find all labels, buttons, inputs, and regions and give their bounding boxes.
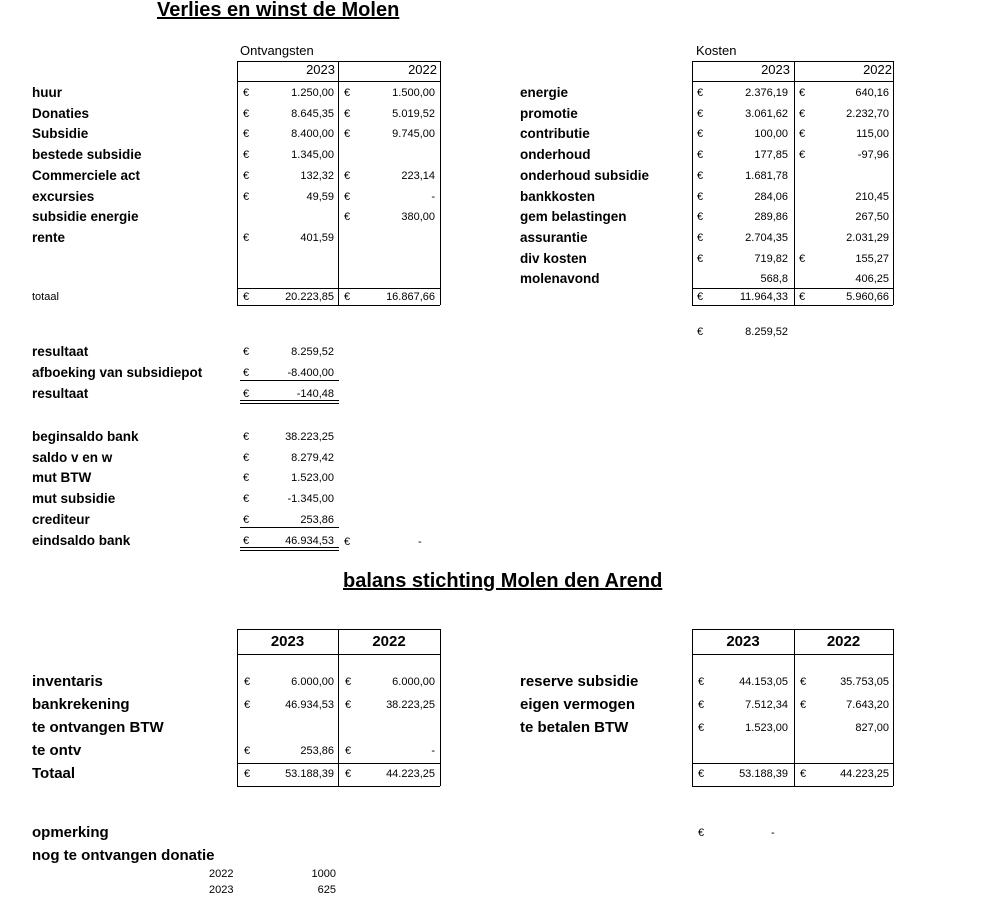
bank-label: mut subsidie	[32, 491, 116, 506]
cost-row-label: molenavond	[520, 271, 600, 286]
bank-label: crediteur	[32, 512, 90, 527]
currency-symbol: €	[243, 346, 250, 358]
bank-value: -1.345,00	[287, 493, 334, 505]
cost-value-2023: 2.376,19	[745, 87, 788, 99]
cost-value-2022: 640,16	[855, 87, 889, 99]
currency-symbol: €	[697, 128, 704, 140]
income-row-label: Subsidie	[32, 126, 89, 141]
currency-symbol: €	[697, 232, 704, 244]
grid-line	[692, 763, 893, 764]
grid-line	[237, 61, 238, 305]
liability-value-2023: 1.523,00	[745, 722, 788, 734]
cost-value-2023: 1.681,78	[745, 170, 788, 182]
remark-label: opmerking	[32, 824, 109, 841]
grid-line	[237, 629, 440, 630]
currency-symbol: €	[243, 388, 250, 400]
asset-value-2023: 46.934,53	[285, 699, 334, 711]
cost-row-label: onderhoud subsidie	[520, 168, 650, 183]
currency-symbol: €	[698, 827, 705, 839]
donation-amount: 1000	[311, 868, 336, 880]
currency-symbol: €	[243, 170, 250, 182]
currency-symbol: €	[243, 452, 250, 464]
cost-value-2022: 115,00	[856, 128, 889, 140]
asset-label: bankrekening	[32, 696, 130, 713]
currency-symbol: €	[697, 170, 704, 182]
currency-symbol: €	[697, 87, 704, 99]
income-value-2023: 1.345,00	[291, 149, 334, 161]
donation-label: nog te ontvangen donatie	[32, 847, 215, 864]
grid-line	[692, 786, 893, 787]
income-value-2023: 132,32	[300, 170, 334, 182]
currency-symbol: €	[243, 472, 250, 484]
cost-row-label: gem belastingen	[520, 209, 627, 224]
asset-label: te ontv	[32, 742, 82, 759]
grid-line	[338, 61, 339, 305]
donation-year: 2022	[209, 868, 234, 880]
income-value-2022: 1.500,00	[392, 87, 435, 99]
currency-symbol: €	[698, 699, 705, 711]
liability-value-2022: 35.753,05	[840, 676, 889, 688]
asset-value-2022: 6.000,00	[392, 676, 435, 688]
currency-symbol: €	[243, 367, 250, 379]
currency-symbol: €	[799, 149, 806, 161]
currency-symbol: €	[345, 745, 352, 757]
cost-row-label: contributie	[520, 126, 590, 141]
currency-symbol: €	[243, 514, 250, 526]
liab-year-a: 2023	[726, 633, 760, 650]
currency-symbol: €	[799, 253, 806, 265]
currency-symbol: €	[243, 431, 250, 443]
liability-label: eigen vermogen	[520, 696, 636, 713]
total-label: totaal	[32, 291, 59, 303]
grid-line	[240, 547, 339, 548]
cost-value-2022: 2.031,29	[846, 232, 889, 244]
cost-value-2022: 406,25	[855, 273, 889, 285]
currency-symbol: €	[344, 191, 351, 203]
currency-symbol: €	[344, 170, 351, 182]
cost-row-label: energie	[520, 85, 569, 100]
assets-year-b: 2022	[372, 633, 406, 650]
grid-line	[692, 61, 693, 305]
currency-symbol: €	[799, 87, 806, 99]
income-value-2022: -	[431, 191, 435, 203]
costs-total-2023: 11.964,33	[739, 291, 788, 303]
balance-title: balans stichting Molen den Arend	[343, 570, 663, 592]
grid-line	[237, 763, 440, 764]
cost-row-label: assurantie	[520, 230, 588, 245]
grid-line	[692, 288, 893, 289]
grid-line	[237, 305, 440, 306]
assets-total-2023: 53.188,39	[285, 768, 334, 780]
income-value-2023: 49,59	[306, 191, 334, 203]
income-row-label: Commerciele act	[32, 168, 141, 183]
currency-symbol: €	[697, 149, 704, 161]
cost-value-2023: 568,8	[760, 273, 788, 285]
grid-line	[692, 61, 893, 62]
grid-line	[240, 403, 339, 404]
liability-label: reserve subsidie	[520, 673, 639, 690]
remark-value: -	[771, 827, 775, 839]
asset-value-2022: 38.223,25	[386, 699, 435, 711]
asset-value-2023: 253,86	[300, 745, 334, 757]
currency-symbol: €	[243, 535, 250, 547]
income-value-2022: 380,00	[401, 211, 435, 223]
income-value-2022: 5.019,52	[392, 108, 435, 120]
grid-line	[240, 380, 339, 381]
currency-symbol: €	[344, 87, 351, 99]
assets-year-a: 2023	[270, 633, 305, 650]
income-total-2022: 16.867,66	[386, 291, 435, 303]
income-row-label: Donaties	[32, 106, 90, 121]
grid-line	[237, 786, 440, 787]
grid-line	[237, 81, 440, 82]
costs-header: Kosten	[696, 43, 737, 58]
asset-label: inventaris	[32, 673, 103, 690]
currency-symbol: €	[344, 128, 351, 140]
currency-symbol: €	[800, 676, 807, 688]
currency-symbol: €	[697, 191, 704, 203]
income-value-2022: 9.745,00	[392, 128, 435, 140]
liability-value-2022: 7.643,20	[846, 699, 889, 711]
grid-line	[893, 629, 894, 786]
currency-symbol: €	[697, 211, 704, 223]
grid-line	[692, 305, 893, 306]
income-row-label: huur	[32, 85, 62, 100]
grid-line	[440, 61, 441, 305]
grid-line	[893, 61, 894, 305]
cost-value-2023: 289,86	[754, 211, 788, 223]
costs-year-b: 2022	[863, 62, 892, 77]
currency-symbol: €	[698, 722, 705, 734]
result-value: -8.400,00	[287, 367, 334, 379]
currency-symbol: €	[243, 191, 250, 203]
currency-symbol: €	[344, 291, 351, 303]
currency-symbol: €	[698, 676, 705, 688]
bank-value: 38.223,25	[285, 431, 334, 443]
cost-value-2023: 177,85	[754, 149, 788, 161]
currency-symbol: €	[697, 108, 704, 120]
currency-symbol: €	[244, 768, 251, 780]
balance-total-label: Totaal	[32, 765, 76, 782]
grid-line	[692, 629, 893, 630]
liabilities-total-2023: 53.188,39	[739, 768, 788, 780]
income-value-2023: 401,59	[300, 232, 334, 244]
currency-symbol: €	[243, 128, 250, 140]
cost-value-2023: 3.061,62	[745, 108, 788, 120]
cost-value-2023: 284,06	[754, 191, 788, 203]
grid-line	[237, 288, 440, 289]
income-header: Ontvangsten	[240, 43, 314, 58]
donation-amount: 625	[317, 884, 336, 896]
result-label: resultaat	[32, 344, 89, 359]
income-value-2022: 223,14	[401, 170, 435, 182]
currency-symbol: €	[799, 108, 806, 120]
cost-row-label: promotie	[520, 106, 578, 121]
result-value: 8.259,52	[291, 346, 334, 358]
cost-row-label: div kosten	[520, 251, 587, 266]
currency-symbol: €	[243, 493, 250, 505]
cost-value-2022: 210,45	[855, 191, 889, 203]
income-value-2023: 1.250,00	[291, 87, 334, 99]
income-row-label: subsidie energie	[32, 209, 139, 224]
grid-line	[692, 81, 893, 82]
currency-symbol: €	[244, 745, 251, 757]
cost-row-label: bankkosten	[520, 189, 596, 204]
asset-value-2023: 6.000,00	[291, 676, 334, 688]
currency-symbol: €	[345, 699, 352, 711]
liab-year-b: 2022	[826, 633, 861, 650]
income-value-2023: 8.645,35	[291, 108, 334, 120]
cost-value-2022: 155,27	[855, 253, 889, 265]
liabilities-total-2022: 44.223,25	[840, 768, 889, 780]
currency-symbol: €	[243, 87, 250, 99]
grid-line	[237, 654, 440, 655]
result-difference: 8.259,52	[745, 326, 788, 338]
result-label: afboeking van subsidiepot	[32, 365, 203, 380]
grid-line	[440, 629, 441, 786]
grid-line	[240, 400, 339, 401]
currency-symbol: €	[243, 232, 250, 244]
income-row-label: bestede subsidie	[32, 147, 142, 162]
currency-symbol: €	[799, 128, 806, 140]
result-label: resultaat	[32, 386, 89, 401]
grid-line	[237, 61, 440, 62]
currency-symbol: €	[697, 291, 704, 303]
grid-line	[240, 550, 339, 551]
currency-symbol: €	[244, 699, 251, 711]
donation-year: 2023	[209, 884, 234, 896]
currency-symbol: €	[698, 768, 705, 780]
cost-value-2022: 267,50	[855, 211, 889, 223]
asset-label: te ontvangen BTW	[32, 719, 164, 736]
bank-label: saldo v en w	[32, 450, 113, 465]
currency-symbol: €	[344, 211, 351, 223]
currency-symbol: €	[243, 108, 250, 120]
cost-value-2023: 719,82	[754, 253, 788, 265]
currency-symbol: €	[799, 291, 806, 303]
cost-value-2022: 2.232,70	[846, 108, 889, 120]
cost-value-2022: -97,96	[857, 149, 889, 161]
currency-symbol: €	[345, 768, 352, 780]
income-row-label: excursies	[32, 189, 95, 204]
grid-line	[240, 527, 339, 528]
currency-symbol: €	[800, 768, 807, 780]
bank-value: 46.934,53	[285, 535, 334, 547]
page-title: Verlies en winst de Molen	[157, 0, 400, 21]
costs-total-2022: 5.960,66	[846, 291, 889, 303]
assets-total-2022: 44.223,25	[386, 768, 435, 780]
bank-label: eindsaldo bank	[32, 533, 131, 548]
cost-row-label: onderhoud	[520, 147, 591, 162]
cost-value-2023: 100,00	[754, 128, 788, 140]
costs-year-a: 2023	[761, 62, 790, 77]
income-row-label: rente	[32, 230, 66, 245]
currency-symbol: €	[800, 699, 807, 711]
income-year-a: 2023	[306, 62, 335, 77]
bank-label: mut BTW	[32, 470, 92, 485]
currency-symbol: €	[697, 326, 704, 338]
income-total-2023: 20.223,85	[285, 291, 334, 303]
liability-label: te betalen BTW	[520, 719, 629, 736]
currency-symbol: €	[344, 108, 351, 120]
currency-symbol: €	[345, 676, 352, 688]
liability-value-2022: 827,00	[855, 722, 889, 734]
liability-value-2023: 44.153,05	[739, 676, 788, 688]
bank-value: 1.523,00	[291, 472, 334, 484]
liability-value-2023: 7.512,34	[745, 699, 788, 711]
bank-value: 253,86	[300, 514, 334, 526]
bank-end-2022: -	[418, 536, 422, 548]
result-value: -140,48	[296, 388, 334, 400]
currency-symbol: €	[697, 253, 704, 265]
bank-value: 8.279,42	[291, 452, 334, 464]
cost-value-2023: 2.704,35	[745, 232, 788, 244]
income-value-2023: 8.400,00	[291, 128, 334, 140]
asset-value-2022: -	[431, 745, 435, 757]
grid-line	[692, 654, 893, 655]
currency-symbol: €	[243, 291, 250, 303]
currency-symbol: €	[244, 676, 251, 688]
currency-symbol: €	[344, 536, 351, 548]
income-year-b: 2022	[408, 62, 437, 77]
currency-symbol: €	[243, 149, 250, 161]
bank-label: beginsaldo bank	[32, 429, 139, 444]
grid-line	[794, 61, 795, 305]
